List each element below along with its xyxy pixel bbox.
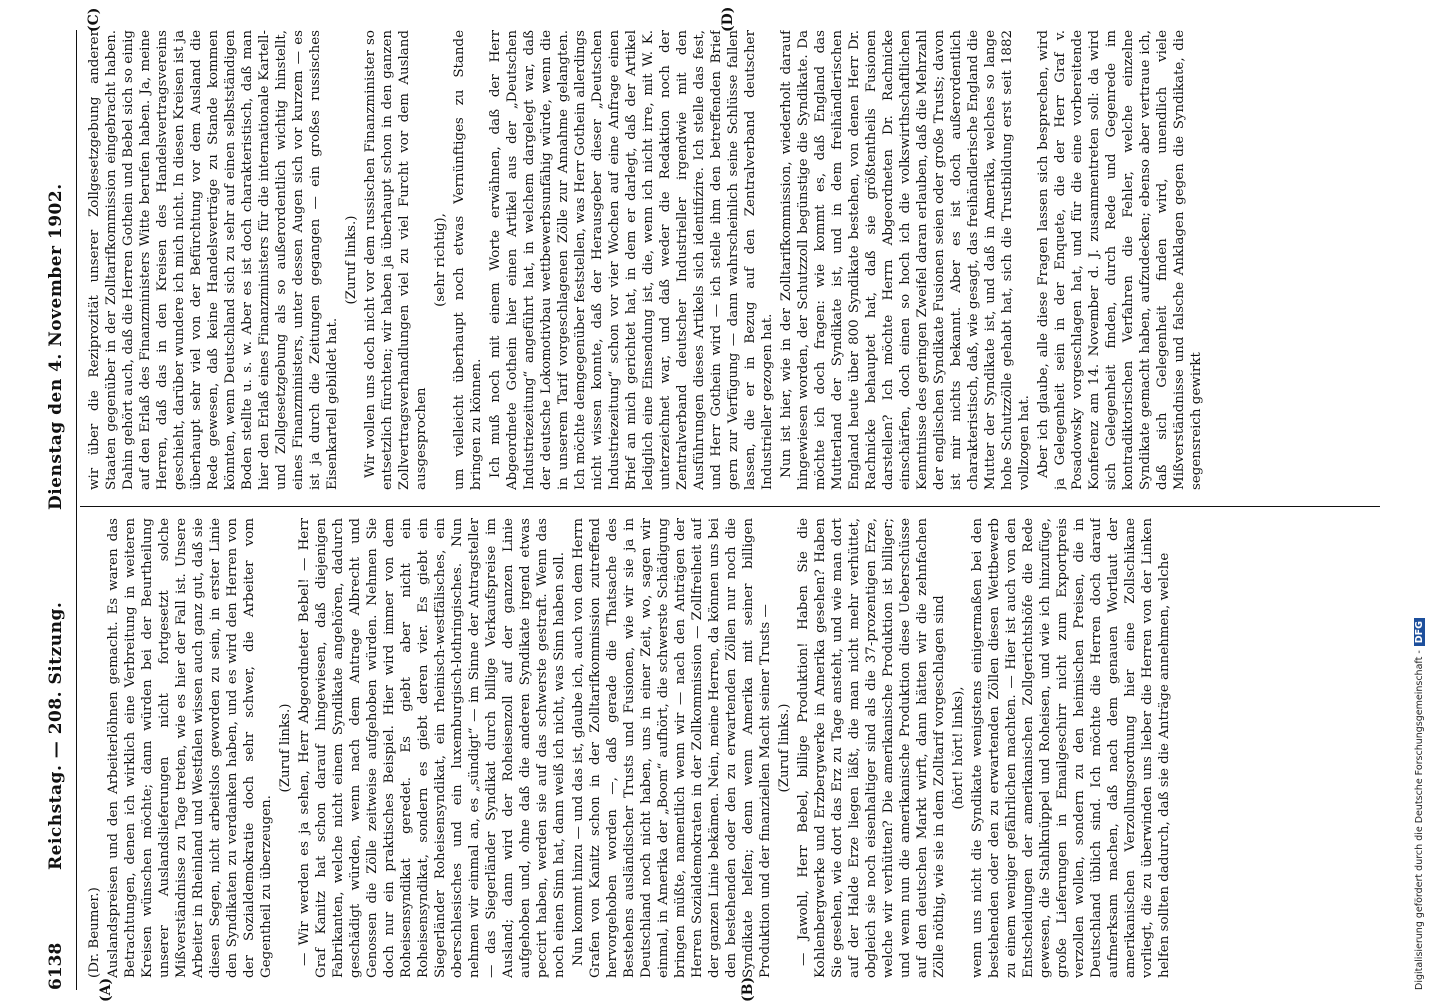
right-column [86,30,1376,490]
paragraph: Auslandspreisen und den Arbeiterlöhnen gemacht. Es waren das Betrachtungen, denen ich wirklich eine Verbreitung in weiteren Kreisen wünschen möchte; dann würden bei der Beurtheilung unserer Auslandslieferungen nicht fortgesetzt solche Mißverständnisse zu Tage treten, wie es hier der Fall ist. Unsere Arbeiter in Rheinland und Westfalen wissen auch ganz gut, daß sie diesen Segen, nicht arbeitslos geworden zu sein, in erster Linie den Syndikaten zu verdanken haben, und es wird den Herren von der Sozialdemokratie doch sehr schwer, die Arbeiter vom Gegentheil zu überzeugen. [106,518,274,978]
paragraph: Nun kommt hinzu — und das ist, glaube ich, auch von dem Herrn Grafen von Kanitz schon in der Zolltarifkommission zutreffend hervorgehoben worden —, daß gerade die Thatsache des Bestehens ausländischer Trusts und Fusionen, wie wir sie ja in Deutschland noch nicht haben, uns in einer Zeit, wo, sagen wir einmal, in Amerika der „Boom“ aufhört, die schwerste Schädigung bringen müßte, namentlich wenn wir — nach den Anträgen der Herren Sozialdemokraten in der Zollkommission — Zollfreiheit auf der ganzen Linie bekämen. Nein, meine Herren, da können uns bei den bestehenden oder den zu erwartenden Zöllen nur noch die Syndikate helfen; denn wenn Amerika mit seiner billigen Produktion und der finanziellen Macht seiner Trusts — [571,518,773,978]
paragraph: Wir wollen uns doch nicht vor dem russischen Finanzminister so entsetzlich fürchten; wir haben ja überhaupt schon in den ganzen Zollvertragsverhandlungen viel zu viel Furcht vor dem Ausland ausgesprochen [363,30,429,490]
session-date: Dienstag den 4. November 1902. [46,183,66,510]
digitization-credit [1414,618,1425,990]
page-number: 6138 [46,942,66,990]
margin-marker-b: (B) [740,976,756,1002]
margin-marker-d: (D) [720,6,736,32]
interjection: (Zuruf links.) [278,703,293,793]
margin-marker-a: (A) [98,977,114,1002]
credit-text: Digitalisierung gefördert durch die Deutsche Forschungsgemeinschaft - [1414,650,1425,990]
paragraph: wir über die Reziprozität unserer Zollgesetzgebung anderer Staaten gegenüber in der Zolltarifkommission eingebracht haben. Dahin gehört auch, daß die Herren Gothein und Bebel sich so einig auf den Erlaß des Finanzministers Witte berufen haben. Ja, meine Herren, daß das in den Kreisen des Handelsvertragsvereins geschieht, darüber wundere ich mich nicht. In diesen Kreisen ist ja überhaupt sehr viel von der Befürchtung vor dem Ausland die Rede gewesen, daß keine Handelsverträge zu Stande kommen könnten, wenn Deutschland sich zu sehr auf einen selbstständigen Boden stellte u. s. w. Aber es ist doch charakteristisch, daß man hier den Erlaß eines Finanzministers für die internationale Kartell- und Zollgesetzgebung als so außerordentlich wichtig hinstellt, eines Finanzministers, unter dessen Augen sich vor kurzem — es ist ja durch die Zeitungen gegangen — ein großes russisches Eisenkartell gebildet hat. [87,30,340,490]
interjection: (hört! hört! links), [951,686,966,810]
dfg-logo-badge: DFG [1414,618,1425,646]
header-rule [76,30,77,990]
paragraph: Aber ich glaube, alle diese Fragen lassen sich besprechen, wird ja Gelegenheit sein in der Enquete, die der Herr Graf v. Posadowsky vorgeschlagen hat, und für die eine vorbereitende Konferenz am 14. November d. J. zusammentreten soll: da wird sich Gelegenheit finden, durch Rede und Gegenrede im kontradiktorischen Verfahren die Fehler, welche einzelne Syndikate gemacht haben, aufzudecken; ebenso aber vertraue ich, daß sich Gelegenheit finden wird, unendlich viele Mißverständnisse und falsche Anklagen gegen die Syndikate, die segensreich gewirkt [1036,30,1204,490]
paragraph: um vielleicht überhaupt noch etwas Vernünftiges zu Stande bringen zu können. [452,30,484,490]
session-title: Reichstag. — 208. Sitzung. [46,601,66,870]
paragraph: — Jawohl, Herr Bebel, billige Produktion! Haben Sie die Kohlenbergwerke und Erzbergwerke in Amerika gesehen? Haben Sie gesehen, wie dort das Erz zu Tage ansteht, und wie man dort auf der Halde Erze liegen läßt, die man nicht mehr verhüttet, obgleich sie noch eisenhaltiger sind als die 37-prozentigen Erze, welche wir verhütten? Die amerikanische Produktion ist billiger; und wenn nun die amerikanische Produktion diese Ueberschüsse auf den deutschen Markt wirft, dann hätten wir die zehnfachen Zölle nöthig, wie sie in dem Zolltarif vorgeschlagen sind [796,518,947,978]
interjection: (sehr richtig), [433,213,448,307]
interjection: (Zuruf links.) [344,215,359,305]
speaker-label: (Dr. Beumer.) [87,887,102,978]
paragraph: Ich muß noch mit einem Worte erwähnen, daß der Herr Abgeordnete Gothein hier einen Artikel aus der „Deutschen Industriezeitung“ angeführt hat, in welchem dargelegt war, daß der deutsche Lokomotivbau wettbewerbsunfähig würde, wenn die in unserem Tarif vorgeschlagenen Zölle zur Annahme gelangten. Ich möchte demgegenüber feststellen, was Herr Gothein allerdings nicht wissen konnte, daß der Herausgeber dieser „Deutschen Industriezeitung“ schon vor vier Wochen auf eine Anfrage einen Brief an mich gerichtet hat, in dem er darlegt, daß der Artikel lediglich eine Einsendung ist, die, wenn ich nicht irre, mit W. K. unterzeichnet war, und daß weder die Redaktion noch der Zentralverband deutscher Industrieller irgendwie mit den Ausführungen dieses Artikels sich identifizire. Ich stelle das fest, und Herr Gothein wird — ich stelle ihm den betreffenden Brief gern zur Verfügung — dann wahrscheinlich seine Schlüsse fallen lassen, die er in Bezug auf den Zentralverband deutscher Industrieller gezogen hat. [488,30,775,490]
paragraph: — Wir werden es ja sehen, Herr Abgeordneter Bebel! — Herr Graf Kanitz hat schon darauf hingewiesen, daß diejenigen Fabrikanten, welche nicht einem Syndikate angehören, dadurch geschädigt würden, wenn nach dem Antrage Albrecht und Genossen die Zölle zeitweise aufgehoben würden. Nehmen Sie doch nur ein praktisches Beispiel. Hier wird immer von dem Roheisensyndikat geredet. Es giebt aber nicht ein Roheisensyndikat, sondern es giebt deren vier. Es giebt ein Siegerländer Roheisensyndikat, ein rheinisch-westfälisches, ein oberschlesisches und ein luxemburgisch-lothringisches. Nun nehmen wir einmal an, es „sündigt“ — im Sinne der Antragsteller — das Siegerländer Syndikat durch billige Verkaufspreise im Ausland; dann wird der Roheisenzoll auf der ganzen Linie aufgehoben und, ohne daß die anderen Syndikate irgend etwas peccirt haben, werden sie auf das schwerste gestraft. Wenn das noch einen Sinn hat, dann weiß ich nicht, was Sinn haben soll. [297,518,567,978]
paragraph: wenn uns nicht die Syndikate wenigstens einigermaßen bei den bestehenden oder den zu erwartenden Zöllen diesen Wettbewerb zu einem weniger gefährlichen machten. — Hier ist auch von den Entscheidungen der amerikanischen Zollgerichtshöfe die Rede gewesen, die Stahlknüppel und Roheisen, und wie ich hinzufüge, große Lieferungen in Emailgeschirr nicht zum Exportpreis verzollen wollen, sondern zu den heimischen Preisen, die in Deutschland üblich sind. Ich möchte die Herren doch darauf aufmerksam machen, daß nach dem genauen Wortlaut der amerikanischen Verzollungsordnung hier eine Zollschikane vorliegt, die zu überwinden uns lieber die Herren von der Linken helfen sollten dadurch, daß sie die Anträge annehmen, welche [970,518,1172,978]
margin-marker-c: (C) [86,7,102,32]
page-header [40,30,74,990]
column-divider [80,506,1380,507]
interjection: (Zuruf links.) [777,703,792,793]
left-column [86,518,1376,978]
digitization-note [1410,0,1434,1000]
paragraph: Nun ist hier, wie in der Zolltarifkommission, wiederholt darauf hingewiesen worden, der Schutzzoll begünstige die Syndikate. Da möchte ich doch fragen: wie kommt es, daß England das Mutterland der Syndikate ist, und in dem freihändlerischen England heute über 800 Syndikate bestehen, von denen Herr Dr. Rachnicke behauptet hat, daß sie größtentheils Fusionen darstellen? Ich möchte Herrn Abgeordneten Dr. Rachnicke einschärfen, doch einen so hoch ich die volkswirthschaftlichen Kenntnisse des geringen Zweifel daran erlauben, daß die Mehrzahl der englischen Syndikate Fusionen seien oder große Trusts; davon ist mir nichts bekannt. Aber es ist doch außerordentlich charakteristisch, daß, wie gesagt, das freihändlerische England die Mutter der Syndikate ist, und daß in Amerika, welches so lange hohe Schutzzölle gehabt hat, sich die Trustbildung erst seit 1882 vollzogen hat. [779,30,1032,490]
